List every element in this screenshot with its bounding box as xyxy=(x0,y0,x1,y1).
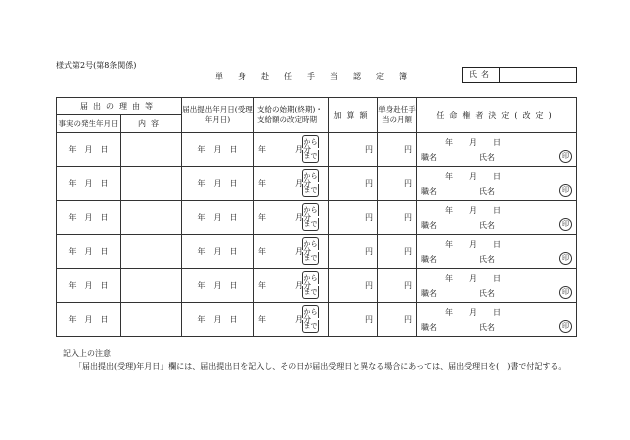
cell-text: 氏名 xyxy=(479,187,495,196)
cell-text: 氏名 xyxy=(479,289,495,298)
cell-text: 職名 xyxy=(421,221,437,230)
header-payment-period: 支給の始期(終期)・支給額の改定時期 xyxy=(254,98,329,133)
addition-cell[interactable] xyxy=(329,133,378,167)
cell-text: 年 月 日 xyxy=(445,138,501,147)
seal-icon: 印 xyxy=(559,150,572,163)
cell-text: 職名 xyxy=(421,153,437,162)
header-addition: 加算額 xyxy=(329,98,378,133)
cell-text: 円 xyxy=(404,179,412,188)
payment-period-cell[interactable] xyxy=(254,167,329,201)
until-label: まで xyxy=(302,320,319,333)
cell-text: 年 xyxy=(258,281,266,290)
until-label: まで xyxy=(302,184,319,197)
cell-text: 年 月 日 xyxy=(197,315,238,324)
cell-text: 年 xyxy=(258,213,266,222)
submit-date-cell[interactable] xyxy=(182,235,254,269)
table-row xyxy=(57,235,577,269)
addition-cell[interactable] xyxy=(329,269,378,303)
from-until-bracket xyxy=(302,134,319,164)
from-until-bracket xyxy=(302,168,319,198)
cell-text: 年 xyxy=(258,145,266,154)
cell-text: 年 月 日 xyxy=(68,179,109,188)
header-content: 内容 xyxy=(121,115,182,133)
cell-text: 年 月 日 xyxy=(445,240,501,249)
cell-text: 円 xyxy=(365,145,373,154)
submit-date-cell[interactable] xyxy=(182,133,254,167)
cell-text: 年 xyxy=(258,315,266,324)
header-notification-reason: 届出の理由等 xyxy=(57,98,182,115)
monthly-amount-cell[interactable] xyxy=(378,235,417,269)
from-label: から xyxy=(302,237,319,250)
payment-period-cell[interactable] xyxy=(254,201,329,235)
cell-text: 年 月 日 xyxy=(68,145,109,154)
addition-cell[interactable] xyxy=(329,235,378,269)
submit-date-cell[interactable] xyxy=(182,303,254,337)
cell-text: 月分 xyxy=(295,145,311,154)
cell-text: 円 xyxy=(365,247,373,256)
content-cell[interactable] xyxy=(121,235,182,269)
cell-text: 円 xyxy=(365,179,373,188)
register-table xyxy=(56,97,577,337)
page-title: 単身赴任手当認定簿 xyxy=(215,72,422,81)
cell-text: 年 月 日 xyxy=(68,315,109,324)
addition-cell[interactable] xyxy=(329,167,378,201)
seal-icon: 印 xyxy=(559,286,572,299)
header-decision: 任命権者決定(改定) xyxy=(417,98,577,133)
cell-text: 円 xyxy=(404,145,412,154)
cell-text: 円 xyxy=(404,281,412,290)
cell-text: 氏名 xyxy=(479,255,495,264)
until-label: まで xyxy=(302,252,319,265)
content-cell[interactable] xyxy=(121,303,182,337)
monthly-amount-cell[interactable] xyxy=(378,167,417,201)
name-box xyxy=(462,67,577,83)
decision-cell[interactable] xyxy=(417,303,577,337)
fact-date-cell[interactable] xyxy=(57,235,121,269)
payment-period-cell[interactable] xyxy=(254,269,329,303)
from-label: から xyxy=(302,169,319,182)
until-label: まで xyxy=(302,150,319,163)
cell-text: 円 xyxy=(365,213,373,222)
cell-text: 年 月 日 xyxy=(68,281,109,290)
decision-cell[interactable] xyxy=(417,235,577,269)
cell-text: 月分 xyxy=(295,281,311,290)
from-until-bracket xyxy=(302,270,319,300)
header-submit-date: 届出提出年月日(受理年月日) xyxy=(182,98,254,133)
cell-text: 職名 xyxy=(421,289,437,298)
decision-cell[interactable] xyxy=(417,133,577,167)
fact-date-cell[interactable] xyxy=(57,201,121,235)
submit-date-cell[interactable] xyxy=(182,269,254,303)
monthly-amount-cell[interactable] xyxy=(378,303,417,337)
decision-cell[interactable] xyxy=(417,167,577,201)
decision-cell[interactable] xyxy=(417,269,577,303)
monthly-amount-cell[interactable] xyxy=(378,133,417,167)
decision-cell[interactable] xyxy=(417,201,577,235)
cell-text: 氏名 xyxy=(479,153,495,162)
name-label: 氏名 xyxy=(463,68,500,82)
cell-text: 円 xyxy=(365,315,373,324)
cell-text: 月分 xyxy=(295,213,311,222)
name-field[interactable] xyxy=(500,68,576,82)
table-row xyxy=(57,167,577,201)
submit-date-cell[interactable] xyxy=(182,167,254,201)
form-number: 様式第2号(第8条関係) xyxy=(56,61,137,70)
monthly-amount-cell[interactable] xyxy=(378,201,417,235)
submit-date-cell[interactable] xyxy=(182,201,254,235)
fact-date-cell[interactable] xyxy=(57,303,121,337)
from-label: から xyxy=(302,305,319,318)
cell-text: 職名 xyxy=(421,255,437,264)
addition-cell[interactable] xyxy=(329,201,378,235)
cell-text: 月分 xyxy=(295,247,311,256)
cell-text: 年 月 日 xyxy=(197,281,238,290)
notes-text: 「届出提出(受理)年月日」欄には、届出提出日を記入し、その日が届出受理日と異なる場合にあっては、届出受理日を( )書で付記する。 xyxy=(74,362,567,371)
seal-icon: 印 xyxy=(559,218,572,231)
until-label: まで xyxy=(302,218,319,231)
from-label: から xyxy=(302,203,319,216)
notes-heading: 記入上の注意 xyxy=(63,349,111,358)
from-label: から xyxy=(302,135,319,148)
header-fact-date: 事実の発生年月日 xyxy=(57,115,121,133)
table-row xyxy=(57,303,577,337)
cell-text: 氏名 xyxy=(479,323,495,332)
table-row xyxy=(57,269,577,303)
cell-text: 円 xyxy=(404,247,412,256)
from-until-bracket xyxy=(302,236,319,266)
header-monthly-amount: 単身赴任手当の月額 xyxy=(378,98,417,133)
fact-date-cell[interactable] xyxy=(57,167,121,201)
cell-text: 年 月 日 xyxy=(197,145,238,154)
cell-text: 円 xyxy=(404,315,412,324)
content-cell[interactable] xyxy=(121,167,182,201)
cell-text: 職名 xyxy=(421,323,437,332)
cell-text: 年 xyxy=(258,179,266,188)
table-row xyxy=(57,133,577,167)
cell-text: 月分 xyxy=(295,315,311,324)
monthly-amount-cell[interactable] xyxy=(378,269,417,303)
fact-date-cell[interactable] xyxy=(57,133,121,167)
cell-text: 年 月 日 xyxy=(197,213,238,222)
cell-text: 年 月 日 xyxy=(68,213,109,222)
payment-period-cell[interactable] xyxy=(254,235,329,269)
from-label: から xyxy=(302,271,319,284)
content-cell[interactable] xyxy=(121,269,182,303)
cell-text: 年 月 日 xyxy=(197,247,238,256)
content-cell[interactable] xyxy=(121,133,182,167)
cell-text: 年 月 日 xyxy=(445,206,501,215)
payment-period-cell[interactable] xyxy=(254,303,329,337)
cell-text: 年 月 日 xyxy=(197,179,238,188)
cell-text: 月分 xyxy=(295,179,311,188)
cell-text: 職名 xyxy=(421,187,437,196)
cell-text: 年 月 日 xyxy=(445,274,501,283)
cell-text: 氏名 xyxy=(479,221,495,230)
cell-text: 円 xyxy=(404,213,412,222)
from-until-bracket xyxy=(302,202,319,232)
payment-period-cell[interactable] xyxy=(254,133,329,167)
seal-icon: 印 xyxy=(559,320,572,333)
cell-text: 年 xyxy=(258,247,266,256)
from-until-bracket xyxy=(302,304,319,334)
table-row xyxy=(57,201,577,235)
cell-text: 年 月 日 xyxy=(445,172,501,181)
addition-cell[interactable] xyxy=(329,303,378,337)
cell-text: 年 月 日 xyxy=(68,247,109,256)
fact-date-cell[interactable] xyxy=(57,269,121,303)
cell-text: 年 月 日 xyxy=(445,308,501,317)
seal-icon: 印 xyxy=(559,252,572,265)
cell-text: 円 xyxy=(365,281,373,290)
content-cell[interactable] xyxy=(121,201,182,235)
seal-icon: 印 xyxy=(559,184,572,197)
until-label: まで xyxy=(302,286,319,299)
